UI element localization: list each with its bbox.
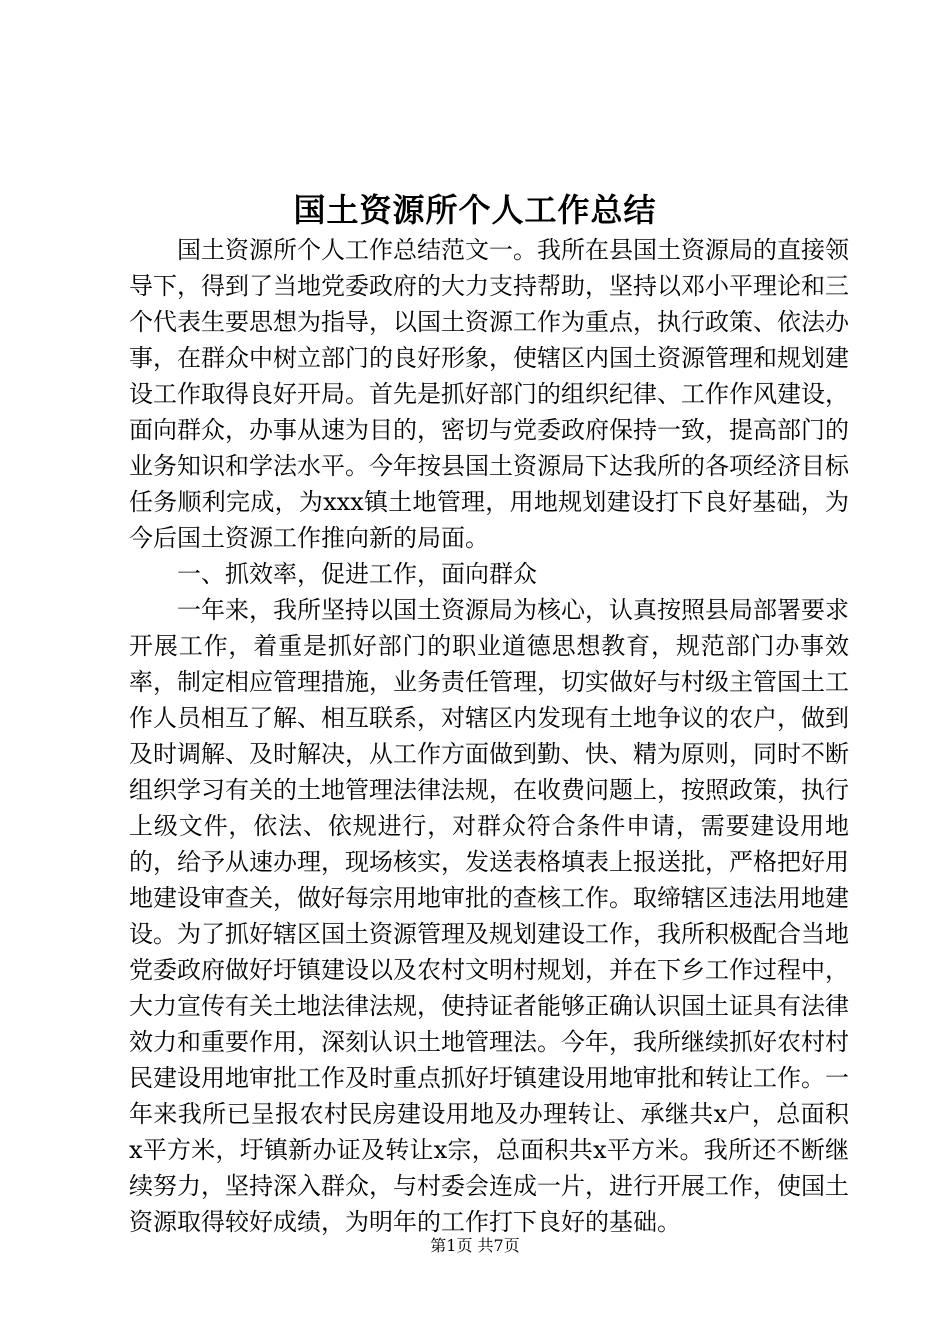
- section-heading: 一、抓效率，促进工作，面向群众: [177, 560, 537, 588]
- page-number: 第1页 共7页: [430, 1236, 520, 1255]
- document-body: [129, 232, 849, 1240]
- paragraph-intro: 国土资源所个人工作总结范文一。我所在县国土资源局的直接领导下，得到了当地党委政府的大力支持帮助，坚持以邓小平理论和三个代表生要思想为指导，以国土资源工作为重点，执行政策、依法办事，在群众中树立部门的良好形象，使辖区内国土资源管理和规划建设工作取得良好开局。首先是抓好部门的组织纪律、工作作风建设，面向群众，办事从速为目的，密切与党委政府保持一致，提高部门的业务知识和学法水平。今年按县国土资源局下达我所的各项经济目标任务顺利完成，为xxx镇土地管理，用地规划建设打下良好基础，为今后国土资源工作推向新的局面。: [129, 236, 849, 552]
- paragraph-section-one: 一年来，我所坚持以国土资源局为核心，认真按照县局部署要求开展工作，着重是抓好部门的职业道德思想教育，规范部门办事效率，制定相应管理措施，业务责任管理，切实做好与村级主管国土工作人员相互了解、相互联系，对辖区内发现有土地争议的农户，做到及时调解、及时解决，从工作方面做到勤、快、精为原则，同时不断组织学习有关的土地管理法律法规，在收费问题上，按照政策，执行上级文件，依法、依规进行，对群众符合条件申请，需要建设用地的，给予从速办理，现场核实，发送表格填表上报送批，严格把好用地建设审查关，做好每宗用地审批的查核工作。取缔辖区违法用地建设。为了抓好辖区国土资源管理及规划建设工作，我所积极配合当地党委政府做好圩镇建设以及农村文明村规划，并在下乡工作过程中，大力宣传有关土地法律法规，使持证者能够正确认识国土证具有法律效力和重要作用，深刻认识土地管理法。今年，我所继续抓好农村村民建设用地审批工作及时重点抓好圩镇建设用地审批和转让工作。一年来我所已呈报农村民房建设用地及办理转让、承继共x户，总面积x平方米，圩镇新办证及转让x宗，总面积共x平方米。我所还不断继续努力，坚持深入群众，与村委会连成一片，进行开展工作，使国土资源取得较好成绩，为明年的工作打下良好的基础。: [129, 596, 849, 1236]
- document-title: 国土资源所个人工作总结: [293, 191, 657, 229]
